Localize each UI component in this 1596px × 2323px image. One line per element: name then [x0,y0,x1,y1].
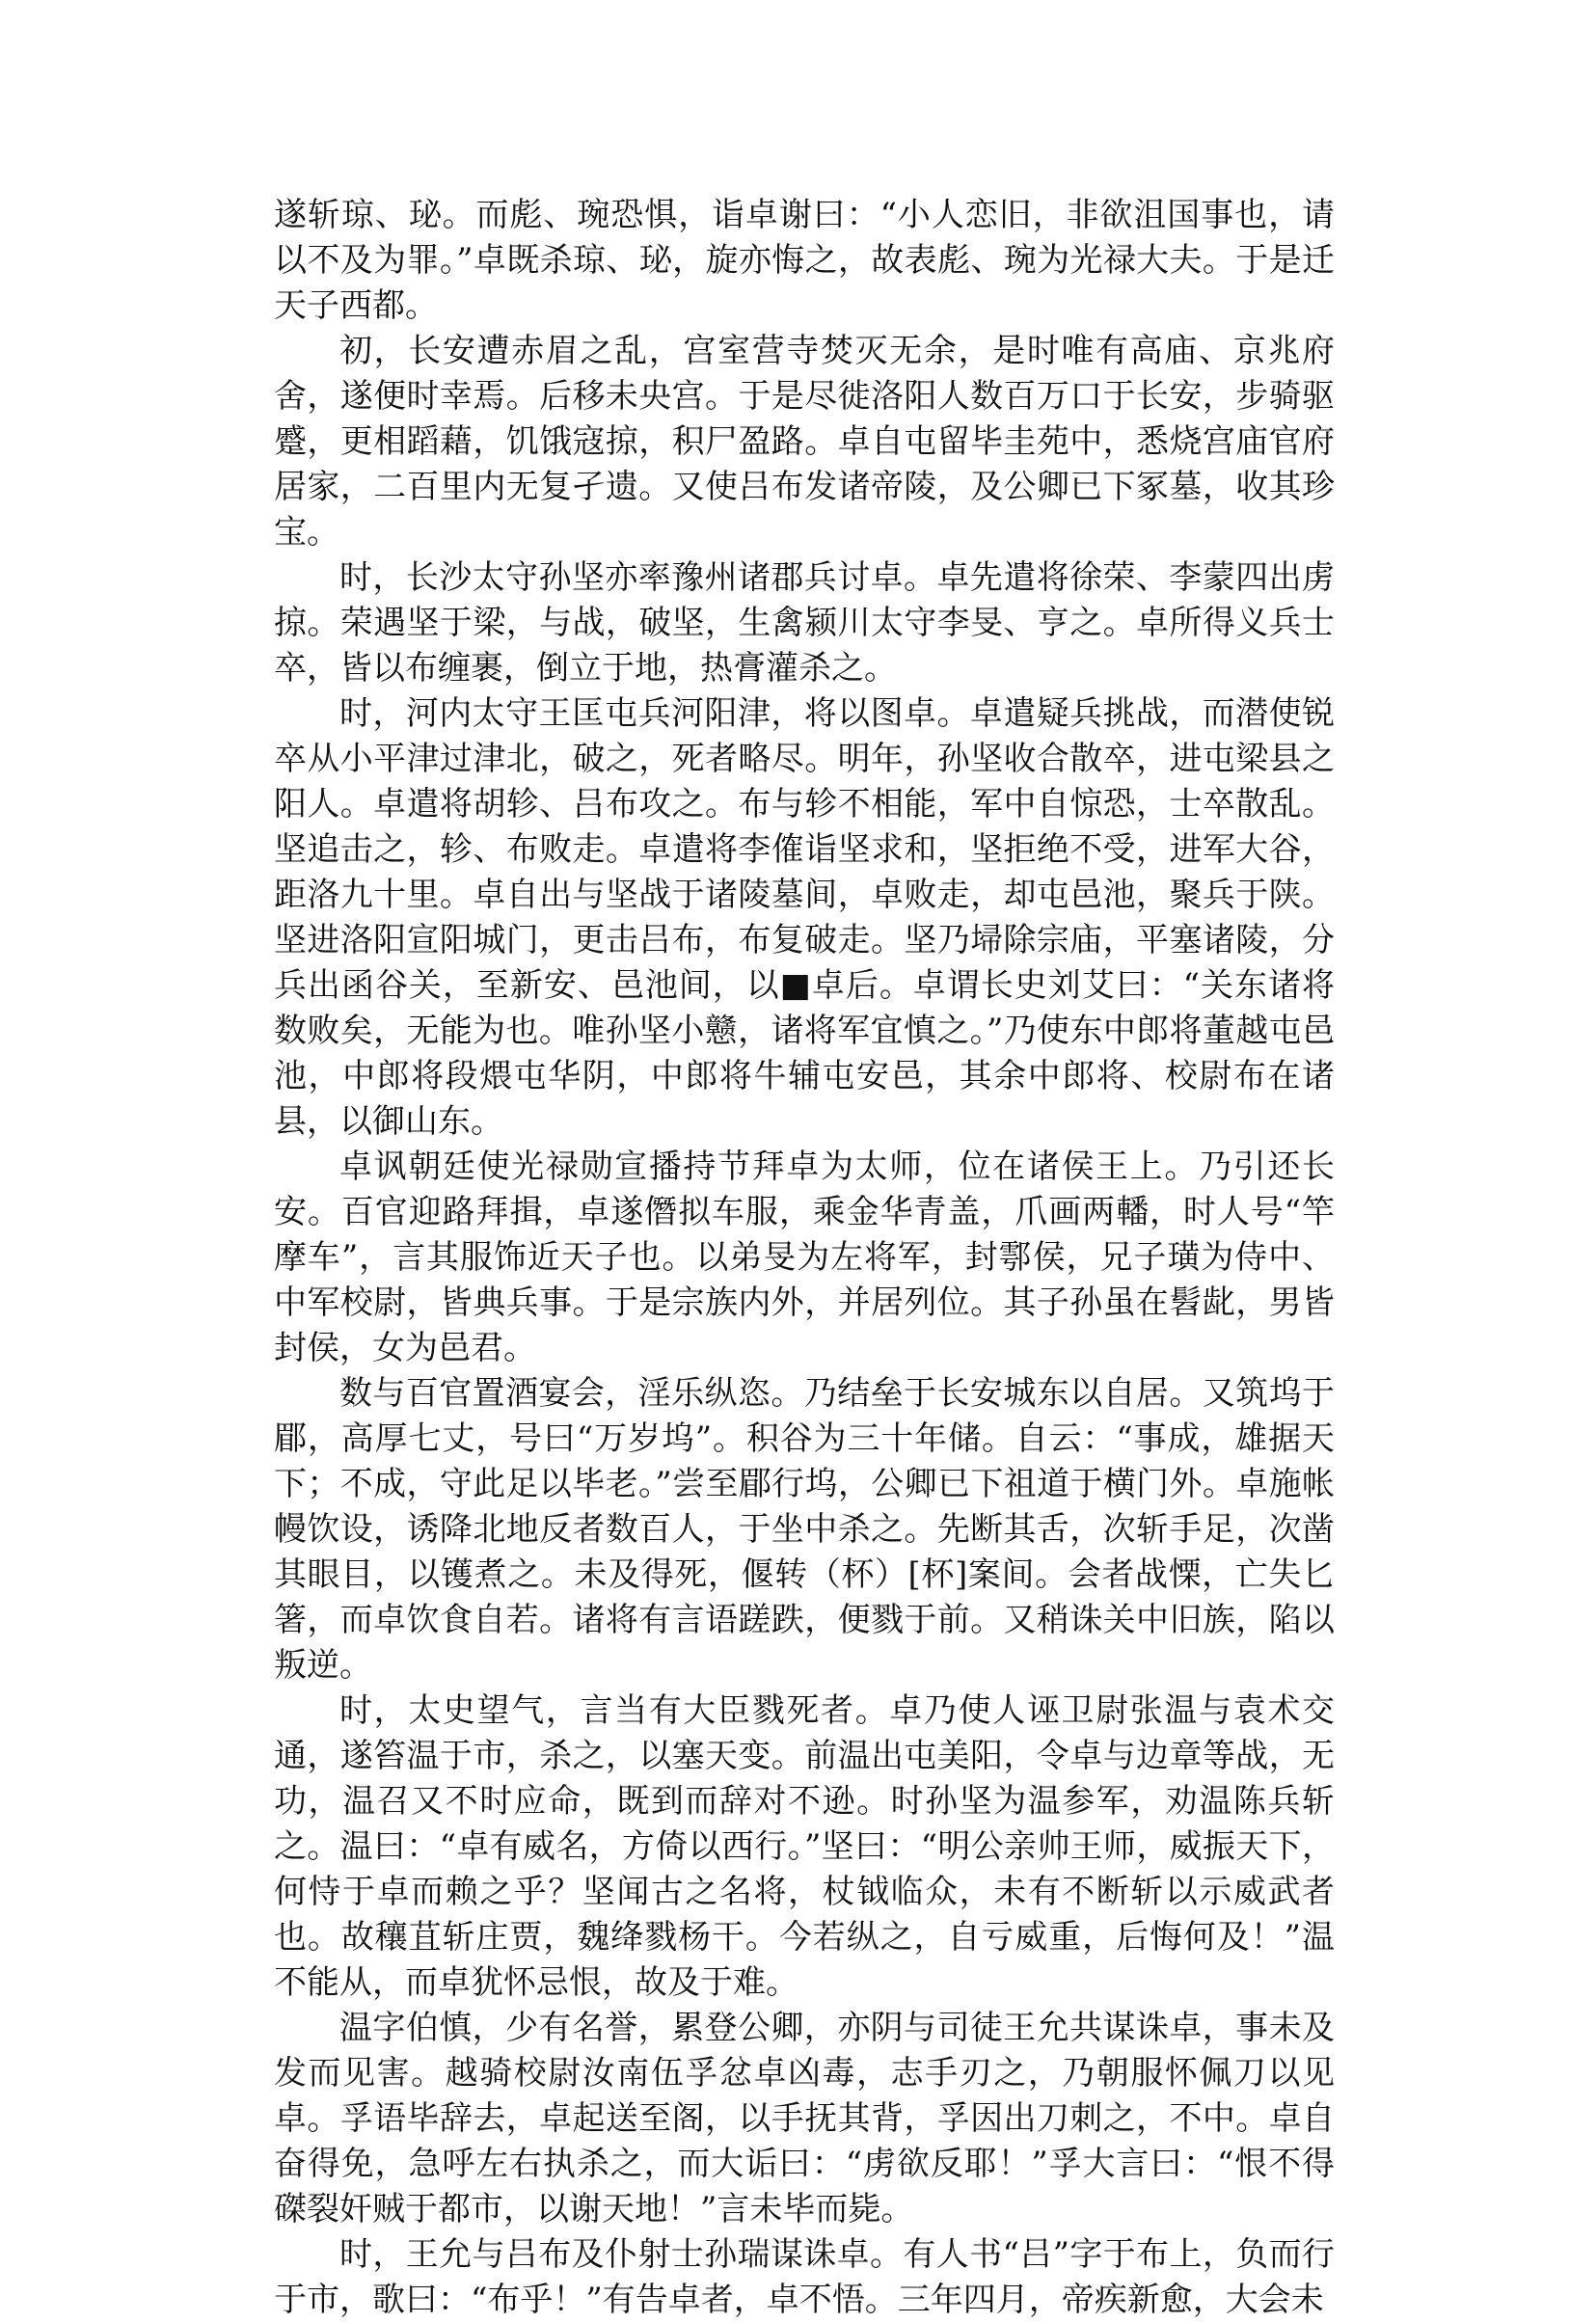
paragraph: 时，长沙太守孙坚亦率豫州诸郡兵讨卓。卓先遣将徐荣、李蒙四出虏掠。荣遇坚于梁，与战，破坚，生禽颍川太守李旻、亨之。卓所得义兵士卒，皆以布缠裹，倒立于地，热膏灌杀之。 [274,558,1335,688]
paragraph: 数与百官置酒宴会，淫乐纵恣。乃结垒于长安城东以自居。又筑坞于郿，高厚七丈，号曰“万岁坞”。积谷为三十年储。自云：“事成，雄据天下；不成，守此足以毕老。”尝至郿行坞，公卿已下祖道于横门外。卓施帐幔饮设，诱降北地反者数百人，于坐中杀之。先断其舌，次斩手足，次凿其眼目，以镬煮之。未及得死，偃转（杯）[杯]案间。会者战慄，亡失匕箸，而卓饮食自若。诸将有言语蹉跌，便戮于前。又稍诛关中旧族，陷以叛逆。 [274,1374,1335,1685]
paragraph: 时，太史望气，言当有大臣戮死者。卓乃使人诬卫尉张温与袁术交通，遂笞温于市，杀之，以塞天变。前温出屯美阳，令卓与边章等战，无功，温召又不时应命，既到而辞对不逊。时孙坚为温参军，劝温陈兵斩之。温曰：“卓有威名，方倚以西行。”坚曰：“明公亲帅王师，威振天下，何恃于卓而赖之乎？坚闻古之名将，杖钺临众，未有不断斩以示威武者也。故穰苴斩庄贾，魏绛戮杨干。今若纵之，自亏威重，后悔何及！”温不能从，而卓犹怀忌恨，故及于难。 [274,1691,1335,2002]
document-page [274,193,1335,2323]
paragraph: 时，王允与吕布及仆射士孙瑞谋诛卓。有人书“吕”字于布上，负而行于市，歌曰：“布乎！”有告卓者，卓不悟。三年四月，帝疾新愈，大会未 [274,2235,1335,2319]
paragraph: 温字伯慎，少有名誉，累登公卿，亦阴与司徒王允共谋诛卓，事未及发而见害。越骑校尉汝南伍孚忿卓凶毒，志手刃之，乃朝服怀佩刀以见卓。孚语毕辞去，卓起送至阁，以手抚其背，孚因出刀刺之，不中。卓自奋得免，急呼左右执杀之，而大诟曰：“虏欲反耶！”孚大言曰：“恨不得磔裂奸贼于都市，以谢天地！”言未毕而毙。 [274,2009,1335,2228]
paragraph: 初，长安遭赤眉之乱，宫室营寺焚灭无余，是时唯有高庙、京兆府舍，遂便时幸焉。后移未央宫。于是尽徙洛阳人数百万口于长安，步骑驱蹙，更相蹈藉，饥饿寇掠，积尸盈路。卓自屯留毕圭苑中，悉烧宫庙官府居家，二百里内无复孑遗。又使吕布发诸帝陵，及公卿已下冢墓，收其珍宝。 [274,332,1335,552]
paragraph: 遂斩琼、珌。而彪、琬恐惧，诣卓谢曰：“小人恋旧，非欲沮国事也，请以不及为罪。”卓既杀琼、珌，旋亦悔之，故表彪、琬为光禄大夫。于是迁天子西都。 [274,196,1335,325]
paragraph: 时，河内太守王匡屯兵河阳津，将以图卓。卓遣疑兵挑战，而潜使锐卒从小平津过津北，破之，死者略尽。明年，孙坚收合散卒，进屯梁县之阳人。卓遣将胡轸、吕布攻之。布与轸不相能，军中自惊恐，士卒散乱。坚追击之，轸、布败走。卓遣将李傕诣坚求和，坚拒绝不受，进军大谷，距洛九十里。卓自出与坚战于诸陵墓间，卓败走，却屯邑池，聚兵于陕。坚进洛阳宣阳城门，更击吕布，布复破走。坚乃埽除宗庙，平塞诸陵，分兵出函谷关，至新安、邑池间，以■卓后。卓谓长史刘艾曰：“关东诸将数败矣，无能为也。唯孙坚小戆，诸将军宜慎之。”乃使东中郎将董越屯邑池，中郎将段煨屯华阴，中郎将牛辅屯安邑，其余中郎将、校尉布在诸县，以御山东。 [274,694,1335,1141]
paragraph: 卓讽朝廷使光禄勋宣播持节拜卓为太师，位在诸侯王上。乃引还长安。百官迎路拜揖，卓遂僭拟车服，乘金华青盖，爪画两轓，时人号“竿摩车”，言其服饰近天子也。以弟旻为左将军，封鄠侯，兄子璜为侍中、中军校尉，皆典兵事。于是宗族内外，并居列位。其子孙虽在髫龀，男皆封侯，女为邑君。 [274,1148,1335,1367]
